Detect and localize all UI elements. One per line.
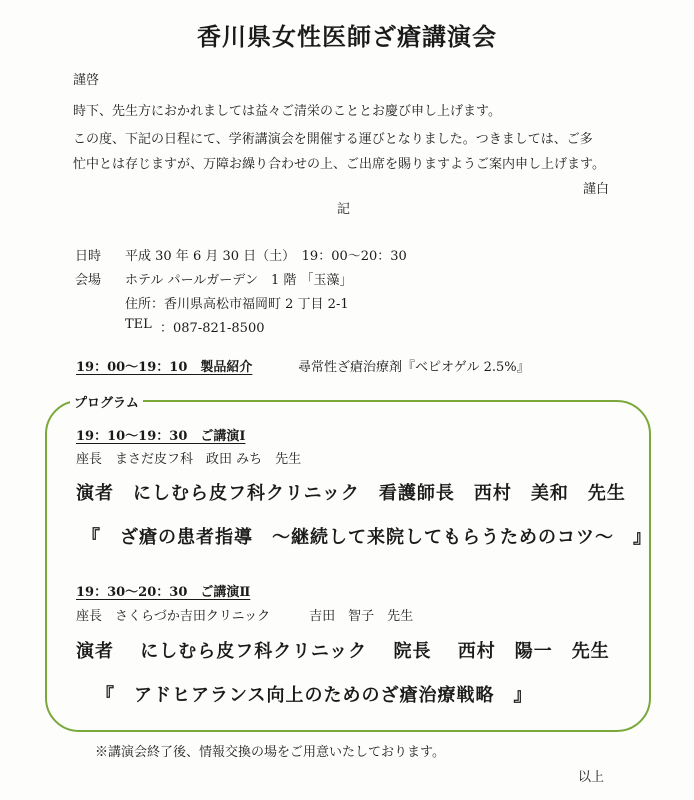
lecture-1-heading: 19：10～19：30 ご講演Ⅰ: [76, 429, 246, 444]
ending: 以上: [578, 770, 605, 785]
lecture-2-chair: 座長 さくらづか吉田クリニック 吉田 智子 先生: [76, 609, 414, 624]
lecture-1-title: 『 ざ瘡の患者指導 ～継続して来院してもらうためのコツ～ 』: [82, 527, 652, 548]
lecture-2-title: 『 アドヒアランス向上のためのざ瘡治療戦略 』: [96, 685, 533, 706]
venue-value: ホテル パールガーデン 1 階 「玉藻」: [125, 273, 353, 288]
datetime-value: 平成 30 年 6 月 30 日（土） 19：00～20：30: [125, 249, 407, 264]
closing: 謹白: [583, 182, 610, 197]
footnote: ※講演会終了後、情報交換の場をご用意いたしております。: [95, 745, 445, 760]
ki-heading: 記: [337, 202, 351, 217]
lecture-1-chair: 座長 まさだ皮フ科 政田 みち 先生: [76, 452, 302, 467]
product-description: 尋常性ざ瘡治療剤『ベピオゲル 2.5%』: [298, 360, 530, 375]
letter-line-3: 忙中とは存じますが、万障お繰り合わせの上、ご出席を賜りますようご案内申し上げます。: [73, 157, 605, 172]
letter-line-1: 時下、先生方におかれましては益々ご清栄のこととお慶び申し上げます。: [73, 104, 501, 119]
lecture-2-heading: 19：30～20：30 ご講演Ⅱ: [76, 585, 251, 600]
venue-tel-value: ：087-821-8500: [160, 321, 265, 336]
program-label: プログラム: [70, 392, 143, 411]
page-title: 香川県女性医師ざ瘡講演会: [197, 22, 497, 51]
product-heading: 19：00～19：10 製品紹介: [76, 360, 253, 375]
venue-tel-label: TEL: [125, 317, 152, 332]
venue-address: 住所：香川県高松市福岡町 2 丁目 2-1: [125, 297, 349, 312]
salutation: 謹啓: [73, 73, 100, 88]
venue-label: 会場: [75, 273, 102, 288]
lecture-1-speaker: 演者 にしむら皮フ科クリニック 看護師長 西村 美和 先生: [76, 483, 626, 504]
datetime-label: 日時: [75, 249, 102, 264]
lecture-2-speaker: 演者 にしむら皮フ科クリニック 院長 西村 陽一 先生: [76, 641, 610, 662]
letter-line-2: この度、下記の日程にて、学術講演会を開催する運びとなりました。つきましては、ご多: [73, 132, 593, 147]
